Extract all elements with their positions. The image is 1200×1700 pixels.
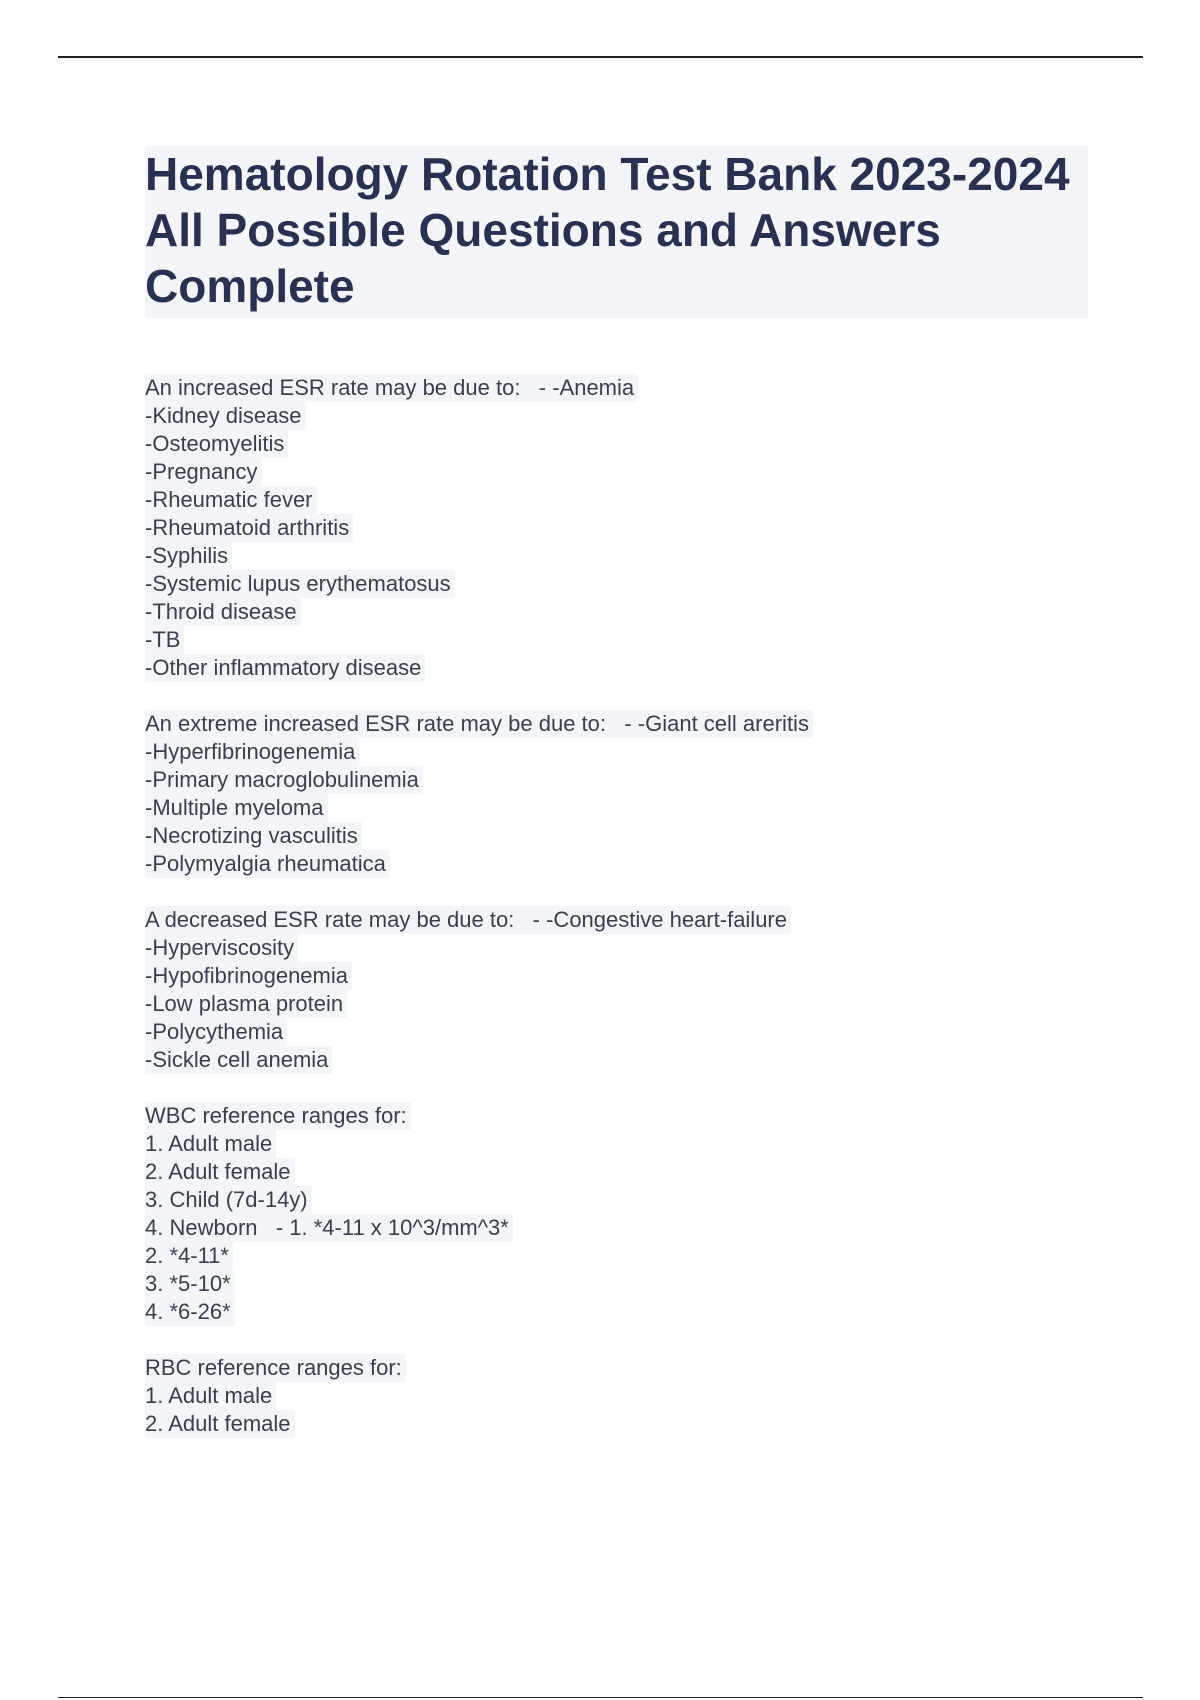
document-title: Hematology Rotation Test Bank 2023-2024 All Possible Questions and Answers Complete bbox=[145, 148, 1070, 312]
qa-line-row bbox=[145, 430, 1088, 458]
title-block bbox=[145, 146, 1088, 318]
qa-line-row bbox=[145, 598, 1088, 626]
answer-line: -Rheumatic fever bbox=[145, 486, 317, 514]
answer-line: -TB bbox=[145, 626, 184, 654]
answer-line: -Hypofibrinogenemia bbox=[145, 962, 352, 990]
answer-line: -Systemic lupus erythematosus bbox=[145, 570, 455, 598]
qa-line-row bbox=[145, 1270, 1088, 1298]
qa-item bbox=[145, 1354, 1088, 1438]
qa-line-row bbox=[145, 402, 1088, 430]
question-text: An extreme increased ESR rate may be due to: - -Giant cell areritis bbox=[145, 710, 813, 738]
qa-line-row bbox=[145, 570, 1088, 598]
answer-line: -Polycythemia bbox=[145, 1018, 287, 1046]
qa-line-row bbox=[145, 710, 1088, 738]
qa-line-row bbox=[145, 1242, 1088, 1270]
question-text: WBC reference ranges for: bbox=[145, 1102, 411, 1130]
question-text: A decreased ESR rate may be due to: - -Congestive heart-failure bbox=[145, 906, 791, 934]
answer-line: -Polymyalgia rheumatica bbox=[145, 850, 390, 878]
qa-item bbox=[145, 906, 1088, 1074]
qa-line-row bbox=[145, 822, 1088, 850]
qa-line-row bbox=[145, 1158, 1088, 1186]
qa-line-row bbox=[145, 1046, 1088, 1074]
qa-item bbox=[145, 374, 1088, 682]
qa-line-row bbox=[145, 626, 1088, 654]
qa-line-row bbox=[145, 1130, 1088, 1158]
answer-line: -Hyperviscosity bbox=[145, 934, 298, 962]
top-rule bbox=[58, 56, 1143, 58]
answer-line: -Low plasma protein bbox=[145, 990, 347, 1018]
answer-line: 2. Adult female bbox=[145, 1410, 295, 1438]
qa-line-row bbox=[145, 1382, 1088, 1410]
qa-item bbox=[145, 1102, 1088, 1326]
qa-line-row bbox=[145, 766, 1088, 794]
qa-line-row bbox=[145, 1214, 1088, 1242]
qa-line-row bbox=[145, 1298, 1088, 1326]
qa-line-row bbox=[145, 738, 1088, 766]
qa-line-row bbox=[145, 542, 1088, 570]
answer-line: -Necrotizing vasculitis bbox=[145, 822, 362, 850]
qa-line-row bbox=[145, 962, 1088, 990]
qa-line-row bbox=[145, 990, 1088, 1018]
qa-line-row bbox=[145, 1018, 1088, 1046]
answer-line: -Multiple myeloma bbox=[145, 794, 328, 822]
answer-line: 1. Adult male bbox=[145, 1382, 276, 1410]
qa-line-row bbox=[145, 906, 1088, 934]
answer-line: 3. Child (7d-14y) bbox=[145, 1186, 312, 1214]
qa-line-row bbox=[145, 458, 1088, 486]
answer-line: 1. Adult male bbox=[145, 1130, 276, 1158]
answer-line: -Rheumatoid arthritis bbox=[145, 514, 353, 542]
qa-line-row bbox=[145, 654, 1088, 682]
question-text: An increased ESR rate may be due to: - -Anemia bbox=[145, 374, 638, 402]
bottom-rule bbox=[58, 1697, 1143, 1698]
answer-line: 2. Adult female bbox=[145, 1158, 295, 1186]
answer-line: -Kidney disease bbox=[145, 402, 306, 430]
document-page bbox=[145, 146, 1088, 1466]
qa-line-row bbox=[145, 486, 1088, 514]
qa-line-row bbox=[145, 514, 1088, 542]
answer-line: 4. Newborn - 1. *4-11 x 10^3/mm^3* bbox=[145, 1214, 513, 1242]
answer-line: -Pregnancy bbox=[145, 458, 262, 486]
answer-line: 4. *6-26* bbox=[145, 1298, 235, 1326]
answer-line: -Sickle cell anemia bbox=[145, 1046, 332, 1074]
answer-line: -Throid disease bbox=[145, 598, 301, 626]
qa-item bbox=[145, 710, 1088, 878]
answer-line: -Syphilis bbox=[145, 542, 232, 570]
qa-line-row bbox=[145, 794, 1088, 822]
answer-line: 3. *5-10* bbox=[145, 1270, 235, 1298]
answer-line: -Osteomyelitis bbox=[145, 430, 288, 458]
answer-line: -Other inflammatory disease bbox=[145, 654, 425, 682]
qa-line-row bbox=[145, 1102, 1088, 1130]
qa-list bbox=[145, 374, 1088, 1438]
qa-line-row bbox=[145, 374, 1088, 402]
answer-line: -Hyperfibrinogenemia bbox=[145, 738, 359, 766]
qa-line-row bbox=[145, 934, 1088, 962]
qa-line-row bbox=[145, 850, 1088, 878]
qa-line-row bbox=[145, 1186, 1088, 1214]
answer-line: 2. *4-11* bbox=[145, 1242, 233, 1270]
qa-line-row bbox=[145, 1410, 1088, 1438]
question-text: RBC reference ranges for: bbox=[145, 1354, 406, 1382]
qa-line-row bbox=[145, 1354, 1088, 1382]
answer-line: -Primary macroglobulinemia bbox=[145, 766, 423, 794]
